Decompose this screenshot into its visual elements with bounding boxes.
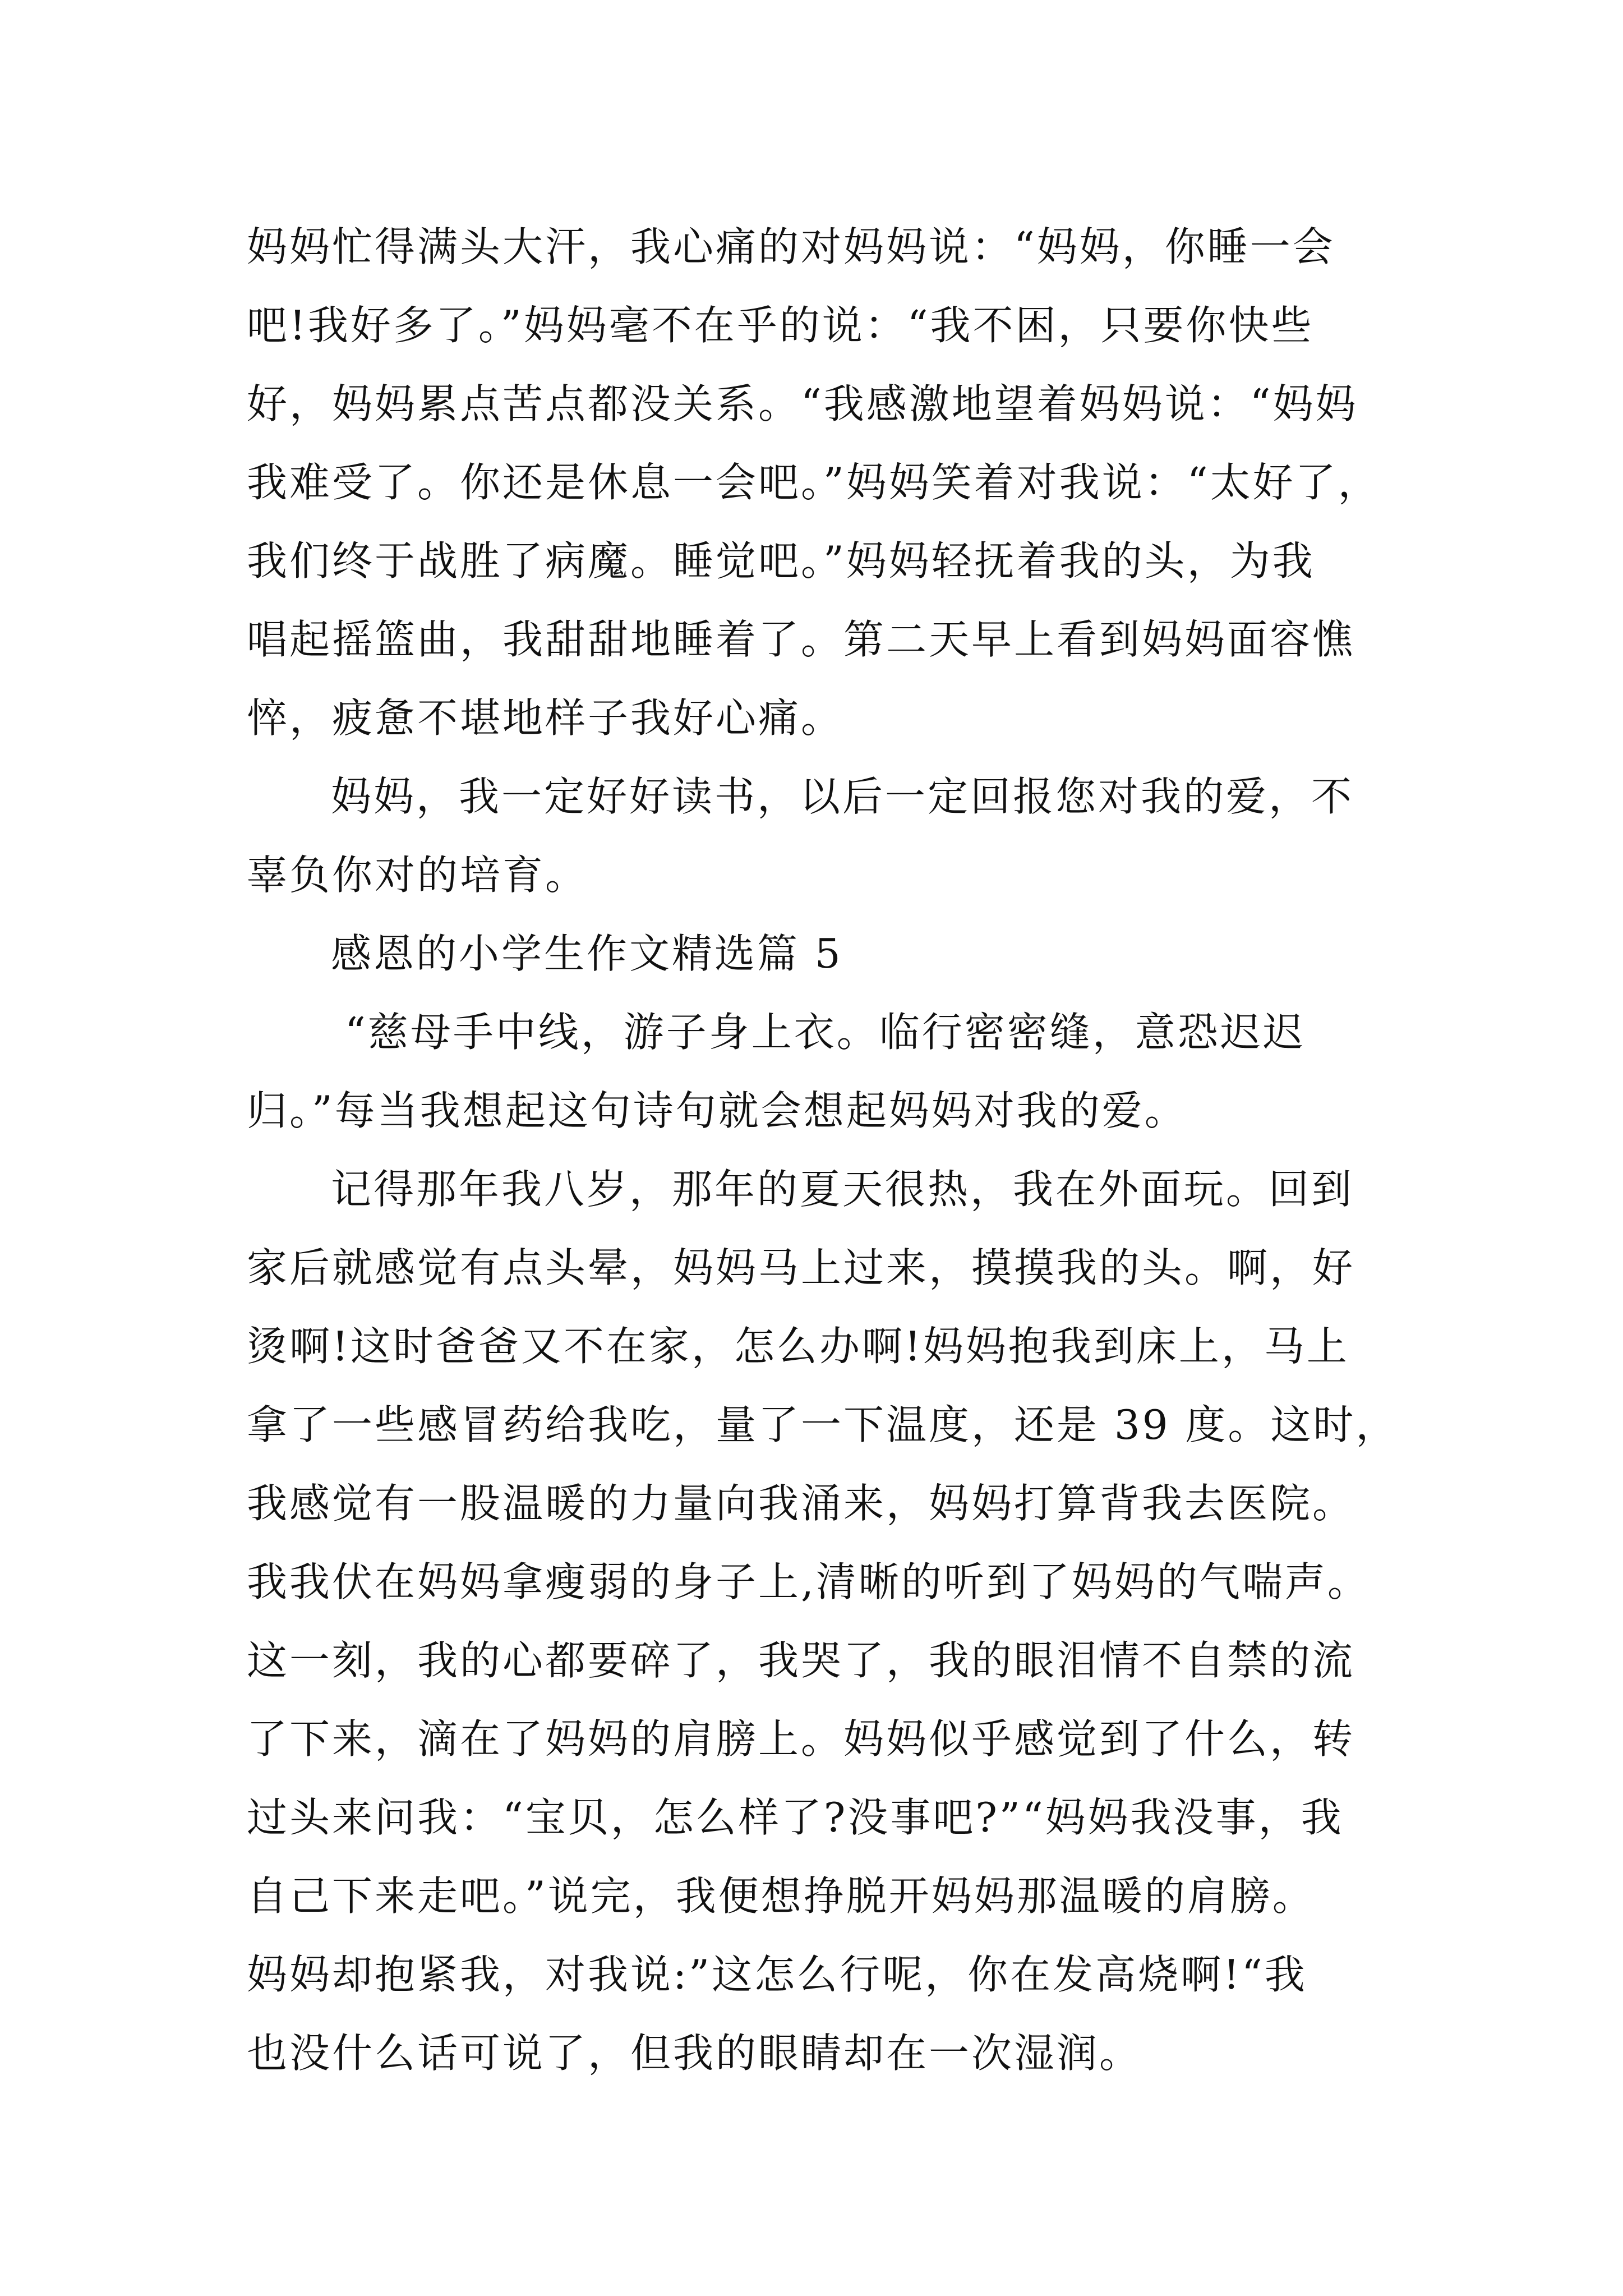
text-line: 过头来问我：“宝贝，怎么样了?没事吧?”“妈妈我没事，我 bbox=[247, 1794, 1344, 1841]
section-heading: 感恩的小学生作文精选篇 5 bbox=[331, 930, 843, 977]
text-line: 唱起摇篮曲，我甜甜地睡着了。第二天早上看到妈妈面容憔 bbox=[247, 616, 1355, 663]
text-line: 辜负你对的培育。 bbox=[247, 852, 588, 899]
text-line: 我们终于战胜了病魔。睡觉吧。”妈妈轻抚着我的头，为我 bbox=[247, 537, 1315, 585]
text-line: 归。”每当我想起这句诗句就会想起妈妈对我的爱。 bbox=[247, 1087, 1187, 1134]
text-line: 妈妈却抱紧我，对我说:”这怎么行呢，你在发高烧啊!“我 bbox=[247, 1951, 1307, 1998]
text-line: 妈妈忙得满头大汗，我心痛的对妈妈说：“妈妈，你睡一会 bbox=[247, 223, 1335, 270]
text-line: 了下来，滴在了妈妈的肩膀上。妈妈似乎感觉到了什么，转 bbox=[247, 1715, 1355, 1763]
document-body bbox=[247, 208, 1399, 2092]
text-line: 我感觉有一股温暖的力量向我涌来，妈妈打算背我去医院。 bbox=[247, 1480, 1355, 1527]
poem-quote-line: “慈母手中线，游子身上衣。临行密密缝，意恐迟迟 bbox=[345, 1009, 1306, 1056]
text-line: 这一刻，我的心都要碎了，我哭了，我的眼泪情不自禁的流 bbox=[247, 1637, 1355, 1684]
text-line: 家后就感觉有点头晕，妈妈马上过来，摸摸我的头。啊，好 bbox=[247, 1244, 1355, 1291]
text-line: 也没什么话可说了，但我的眼睛却在一次湿润。 bbox=[247, 2030, 1142, 2077]
text-line: 烫啊!这时爸爸又不在家，怎么办啊!妈妈抱我到床上，马上 bbox=[247, 1323, 1349, 1370]
paragraph-first-line: 妈妈，我一定好好读书，以后一定回报您对我的爱，不 bbox=[331, 773, 1354, 820]
text-line: 吧!我好多了。”妈妈毫不在乎的说：“我不困，只要你快些 bbox=[247, 302, 1314, 349]
text-line: 好，妈妈累点苦点都没关系。“我感激地望着妈妈说：“妈妈 bbox=[247, 380, 1358, 427]
text-line: 悴，疲惫不堪地样子我好心痛。 bbox=[247, 694, 844, 742]
text-line: 自己下来走吧。”说完，我便想挣脱开妈妈那温暖的肩膀。 bbox=[247, 1872, 1315, 1920]
text-line: 拿了一些感冒药给我吃，量了一下温度，还是 39 度。这时， bbox=[247, 1401, 1399, 1448]
text-line: 我难受了。你还是休息一会吧。”妈妈笑着对我说：“太好了， bbox=[247, 459, 1381, 506]
paragraph-first-line: 记得那年我八岁，那年的夏天很热，我在外面玩。回到 bbox=[331, 1166, 1354, 1213]
text-line: 我我伏在妈妈拿瘦弱的身子上,清晰的听到了妈妈的气喘声。 bbox=[247, 1558, 1370, 1605]
